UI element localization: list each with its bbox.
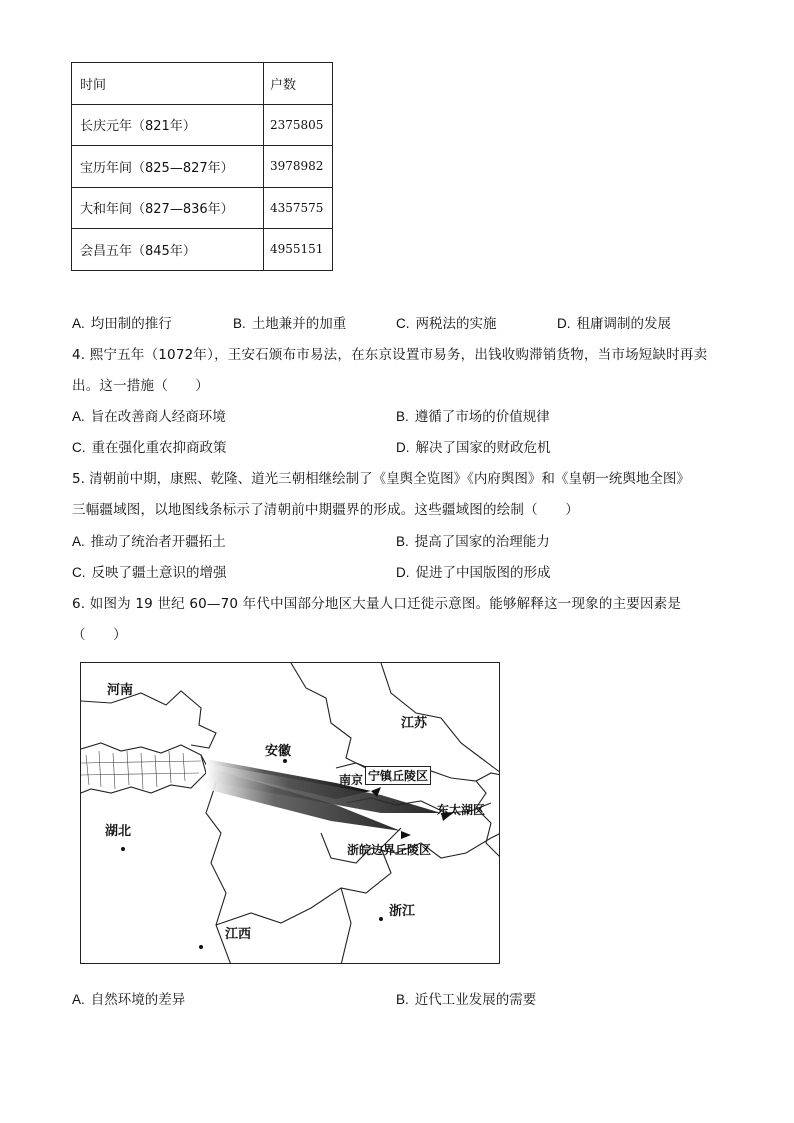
option-label: A. bbox=[72, 409, 85, 424]
option-text: 反映了疆土意识的增强 bbox=[91, 565, 227, 581]
option-text: 提高了国家的治理能力 bbox=[414, 534, 550, 550]
table-row bbox=[72, 187, 333, 229]
q6-stem-line2: （ ） bbox=[72, 627, 127, 643]
map-label-zhejiang: 浙江 bbox=[389, 904, 416, 919]
table-cell: 长庆元年（821年） bbox=[72, 104, 264, 146]
table-cell: 宝历年间（825—827年） bbox=[72, 146, 264, 188]
q6-stem-line1: 6. 如图为 19 世纪 60—70 年代中国部分地区大量人口迁徙示意图。能够解释这一现象的主要因素是 bbox=[72, 596, 682, 612]
option-label: B. bbox=[396, 409, 409, 424]
option-text: 解决了国家的财政危机 bbox=[415, 440, 551, 456]
option-label: B. bbox=[396, 992, 409, 1007]
q5-stem-line2: 三幅疆域图，以地图线条标示了清朝前中期疆界的形成。这些疆域图的绘制（ ） bbox=[72, 502, 579, 518]
q5-stem-line1: 5. 清朝前中期，康熙、乾隆、道光三朝相继绘制了《皇舆全览图》《内府舆图》和《皇朝一统舆地全图》 bbox=[72, 471, 690, 487]
table-cell: 2375805 bbox=[264, 104, 333, 146]
option-text: 均田制的推行 bbox=[90, 316, 172, 332]
option-label: A. bbox=[72, 316, 85, 331]
map-label-hubei: 湖北 bbox=[105, 824, 132, 839]
migration-map bbox=[80, 662, 500, 964]
option-text: 土地兼并的加重 bbox=[251, 316, 347, 332]
option-label: B. bbox=[233, 316, 246, 331]
option-text: 促进了中国版图的形成 bbox=[415, 565, 551, 581]
table-cell: 4357575 bbox=[264, 187, 333, 229]
option-label: C. bbox=[72, 440, 86, 455]
table-header-cell: 户数 bbox=[264, 63, 333, 105]
q4-stem-line2: 出。这一措施（ ） bbox=[72, 378, 209, 394]
q5-option-b bbox=[396, 530, 550, 550]
table-cell: 大和年间（827—836年） bbox=[72, 187, 264, 229]
option-text: 租庸调制的发展 bbox=[576, 316, 671, 332]
q4-option-a bbox=[72, 405, 226, 425]
option-text: 旨在改善商人经商环境 bbox=[90, 409, 226, 425]
table-cell: 3978982 bbox=[264, 146, 333, 188]
table-header-cell: 时间 bbox=[72, 63, 264, 105]
map-label-zhewan: 浙皖边界丘陵区 bbox=[347, 843, 432, 857]
q4-option-b bbox=[396, 405, 550, 425]
option-text: 重在强化重农抑商政策 bbox=[91, 440, 227, 456]
option-label: A. bbox=[72, 534, 85, 549]
option-text: 近代工业发展的需要 bbox=[414, 992, 537, 1008]
q3-option-b bbox=[233, 312, 346, 332]
q3-option-a bbox=[72, 312, 172, 332]
option-text: 遵循了市场的价值规律 bbox=[414, 409, 550, 425]
q4-option-d bbox=[396, 436, 551, 456]
q4-stem-line1: 4. 熙宁五年（1072年），王安石颁布市易法，在东京设置市易务，出钱收购滞销货物，当市场短缺时再卖 bbox=[72, 347, 708, 363]
map-label-ningzhen: 宁镇丘陵区 bbox=[365, 766, 431, 785]
q3-option-c bbox=[396, 312, 497, 332]
q5-option-a bbox=[72, 530, 226, 550]
q4-option-c bbox=[72, 436, 227, 456]
map-label-henan: 河南 bbox=[107, 683, 134, 698]
q6-option-b bbox=[396, 988, 536, 1008]
q6-option-a bbox=[72, 988, 185, 1008]
q5-option-c bbox=[72, 561, 227, 581]
table-row bbox=[72, 146, 333, 188]
table-cell: 会昌五年（845年） bbox=[72, 229, 264, 271]
hatched-region bbox=[81, 751, 201, 789]
q3-option-d bbox=[557, 312, 671, 332]
option-label: A. bbox=[72, 992, 85, 1007]
table-header-row bbox=[72, 63, 333, 105]
option-label: C. bbox=[72, 565, 86, 580]
option-text: 推动了统治者开疆拓土 bbox=[90, 534, 226, 550]
map-label-dongtaihu: 东太湖区 bbox=[437, 803, 486, 817]
map-label-jiangxi: 江西 bbox=[225, 927, 252, 942]
table-row bbox=[72, 229, 333, 271]
household-table bbox=[71, 62, 333, 271]
q5-option-d bbox=[396, 561, 551, 581]
table-cell: 4955151 bbox=[264, 229, 333, 271]
option-label: B. bbox=[396, 534, 409, 549]
option-label: D. bbox=[396, 440, 410, 455]
option-label: D. bbox=[396, 565, 410, 580]
option-text: 自然环境的差异 bbox=[90, 992, 186, 1008]
option-label: C. bbox=[396, 316, 410, 331]
map-label-nanjing: 南京 bbox=[339, 773, 364, 787]
map-label-anhui: 安徽 bbox=[265, 744, 292, 759]
map-label-jiangsu: 江苏 bbox=[401, 716, 428, 731]
option-text: 两税法的实施 bbox=[415, 316, 497, 332]
table-row bbox=[72, 104, 333, 146]
option-label: D. bbox=[557, 316, 571, 331]
